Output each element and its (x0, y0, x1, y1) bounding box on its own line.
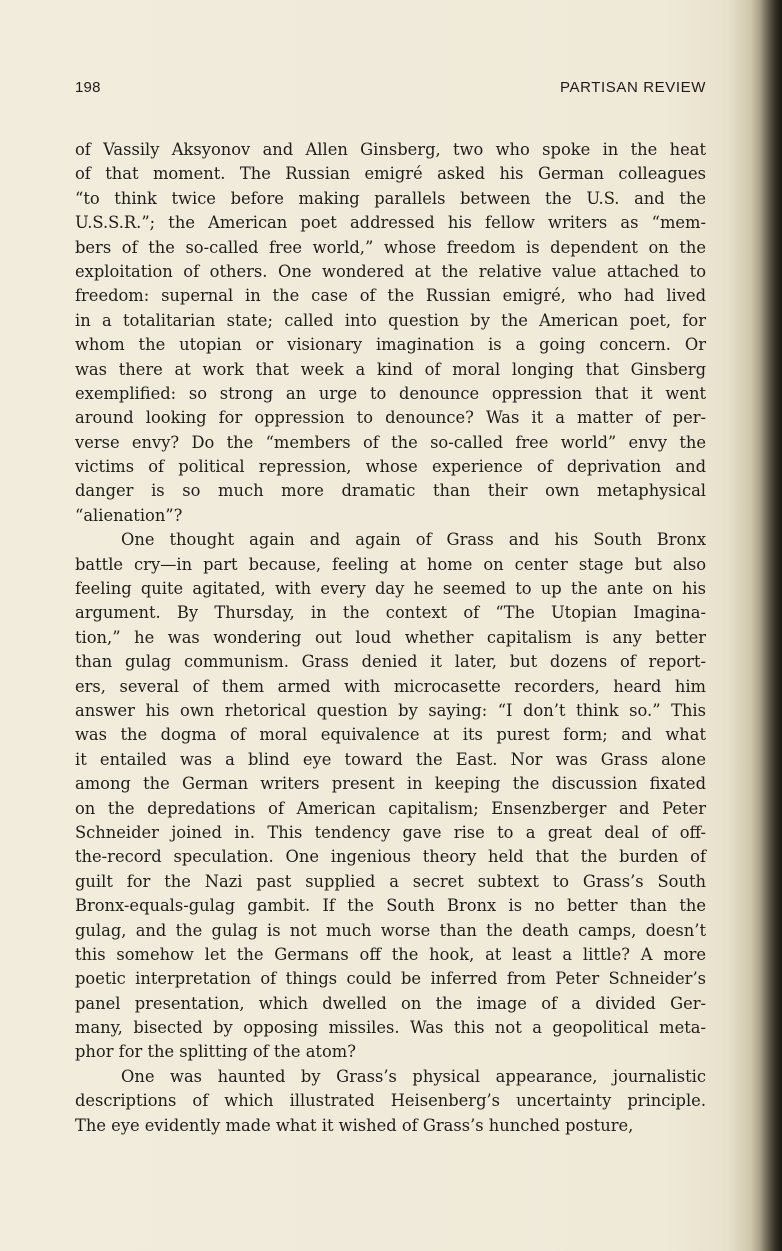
text-line: whom the utopian or visionary imagination is a going concern. Or (75, 335, 706, 355)
text-line: One thought again and again of Grass and his South Bronx (121, 530, 706, 550)
text-line: victims of political repression, whose experience of deprivation and (75, 457, 706, 477)
text-line: poetic interpretation of things could be inferred from Peter Schneider’s (75, 969, 706, 989)
text-line: was there at work that week a kind of moral longing that Ginsberg (75, 359, 706, 379)
text-line: Schneider joined in. This tendency gave rise to a great deal of off- (75, 822, 706, 842)
text-line: The eye evidently made what it wished of Grass’s hunched posture, (75, 1115, 634, 1135)
text-line: exemplified: so strong an urge to denounce oppression that it went (75, 383, 706, 403)
page-gutter-shadow (760, 0, 782, 1251)
paragraph (75, 528, 706, 1065)
text-line: “alienation”? (75, 505, 183, 525)
text-line: answer his own rhetorical question by saying: “I don’t think so.” This (75, 700, 706, 720)
text-line: than gulag communism. Grass denied it later, but dozens of report- (75, 652, 706, 672)
text-line: battle cry—in part because, feeling at home on center stage but also (75, 554, 706, 574)
text-line: One was haunted by Grass’s physical appearance, journalistic (121, 1066, 706, 1086)
text-line: argument. By Thursday, in the context of “The Utopian Imagina- (75, 603, 706, 623)
text-line: phor for the splitting of the atom? (75, 1042, 356, 1062)
text-line: of Vassily Aksyonov and Allen Ginsberg, two who spoke in the heat (75, 140, 706, 159)
paragraph (75, 138, 706, 528)
text-line: feeling quite agitated, with every day he seemed to up the ante on his (75, 579, 706, 599)
paragraph (75, 1065, 706, 1138)
text-line: Bronx-equals-gulag gambit. If the South Bronx is no better than the (75, 896, 706, 916)
text-line: of that moment. The Russian emigré asked his German colleagues (75, 164, 706, 184)
text-line: around looking for oppression to denounce? Was it a matter of per- (75, 408, 706, 428)
text-line: gulag, and the gulag is not much worse than the death camps, doesn’t (75, 920, 706, 940)
text-line: “to think twice before making parallels between the U.S. and the (75, 188, 706, 208)
text-line: bers of the so-called free world,” whose freedom is dependent on the (75, 237, 706, 257)
text-line: verse envy? Do the “members of the so-called free world” envy the (75, 432, 706, 452)
text-line: the-record speculation. One ingenious theory held that the burden of (75, 847, 706, 867)
page-number: 198 (75, 79, 101, 96)
text-line: many, bisected by opposing missiles. Was this not a geopolitical meta- (75, 1018, 706, 1038)
page-header (75, 79, 706, 103)
text-line: freedom: supernal in the case of the Russian emigré, who had lived (75, 286, 706, 306)
text-line: guilt for the Nazi past supplied a secret subtext to Grass’s South (75, 871, 706, 891)
text-line: exploitation of others. One wondered at the relative value attached to (75, 261, 706, 281)
text-line: tion,” he was wondering out loud whether capitalism is any better (75, 627, 706, 647)
text-line: this somehow let the Germans off the hook, at least a little? A more (75, 944, 706, 964)
running-head: PARTISAN REVIEW (560, 79, 706, 96)
text-line: panel presentation, which dwelled on the image of a divided Ger- (75, 993, 706, 1013)
text-line: among the German writers present in keeping the discussion fixated (75, 774, 706, 794)
text-line: on the depredations of American capitalism; Ensenzberger and Peter (75, 798, 706, 818)
text-line: it entailed was a blind eye toward the East. Nor was Grass alone (75, 749, 706, 769)
text-line: ers, several of them armed with microcasette recorders, heard him (75, 676, 706, 696)
text-line: danger is so much more dramatic than their own metaphysical (75, 481, 706, 501)
text-line: U.S.S.R.”; the American poet addressed his fellow writers as “mem- (75, 213, 706, 233)
body-text (75, 138, 706, 1138)
text-line: in a totalitarian state; called into question by the American poet, for (75, 310, 706, 330)
text-line: was the dogma of moral equivalence at its purest form; and what (75, 725, 706, 745)
text-line: descriptions of which illustrated Heisenberg’s uncertainty principle. (75, 1091, 706, 1111)
